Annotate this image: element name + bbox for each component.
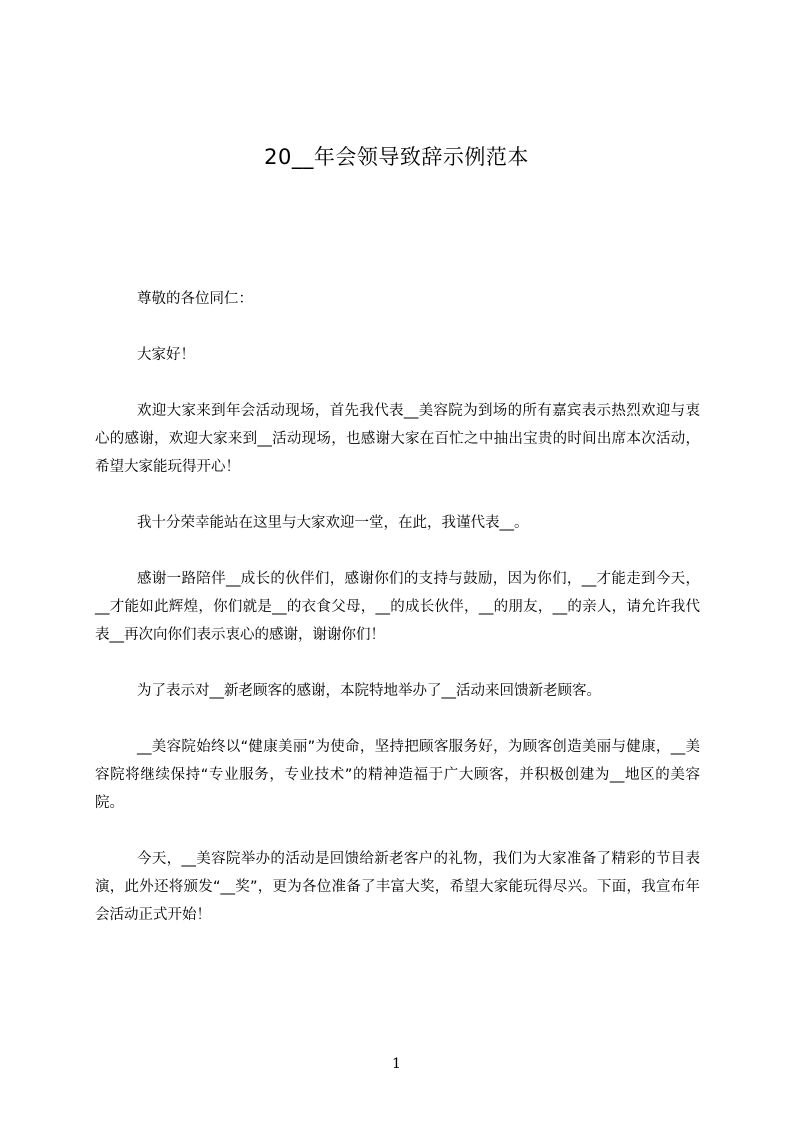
document-body <box>95 285 700 957</box>
greeting-paragraph: 大家好！ <box>137 347 195 363</box>
welcome-paragraph: 欢迎大家来到年会活动现场，首先我代表__美容院为到场的所有嘉宾表示热烈欢迎与衷心的感谢，欢迎大家来到__活动现场，也感谢大家在百忙之中抽出宝贵的时间出席本次活动，希望大家能玩得开心！ <box>95 403 700 475</box>
thanks-paragraph: 感谢一路陪伴__成长的伙伴们，感谢你们的支持与鼓励，因为你们，__才能走到今天，__才能如此辉煌，你们就是__的衣食父母，__的成长伙伴，__的朋友，__的亲人，请允许我代表__再次向你们表示衷心的感谢，谢谢你们！ <box>95 571 700 643</box>
document-title: 20__年会领导致辞示例范本 <box>264 145 529 169</box>
honor-paragraph: 我十分荣幸能站在这里与大家欢迎一堂，在此，我谨代表__。 <box>137 515 529 531</box>
salutation-paragraph: 尊敬的各位同仁： <box>137 291 253 307</box>
event-paragraph: 为了表示对__新老顾客的感谢，本院特地举办了__活动来回馈新老顾客。 <box>137 683 601 699</box>
mission-paragraph: __美容院始终以“健康美丽”为使命，坚持把顾客服务好，为顾客创造美丽与健康，__美容院将继续保持“专业服务，专业技术”的精神造福于广大顾客，并积极创建为__地区的美容院。 <box>95 739 700 811</box>
page-number: 1 <box>392 1056 401 1072</box>
closing-paragraph: 今天，__美容院举办的活动是回馈给新老客户的礼物，我们为大家准备了精彩的节目表演，此外还将颁发“__奖”，更为各位准备了丰富大奖，希望大家能玩得尽兴。下面，我宣布年会活动正式开始！ <box>95 851 700 923</box>
